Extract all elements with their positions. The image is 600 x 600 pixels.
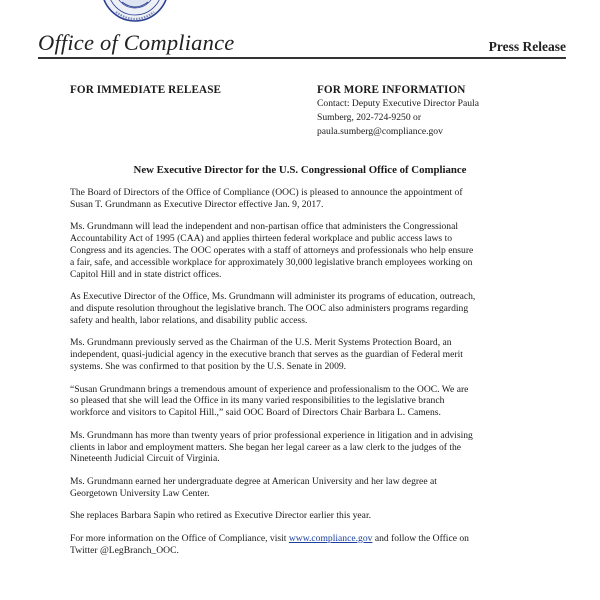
paragraph-line: Accountability Act of 1995 (CAA) and applies thirteen federal workplace and public access laws to	[70, 233, 453, 245]
paragraph	[70, 221, 530, 280]
paragraph	[70, 337, 530, 372]
more-information-heading: FOR MORE INFORMATION	[317, 84, 466, 96]
paragraph	[70, 291, 530, 326]
paragraph-line: Susan T. Grundmann as Executive Director effective Jan. 9, 2017.	[70, 198, 324, 210]
paragraph	[70, 476, 530, 500]
headline: New Executive Director for the U.S. Congressional Office of Compliance	[133, 164, 467, 176]
doc-type-label: Press Release	[488, 39, 566, 54]
paragraph-line: systems. She was confirmed to that position by the U.S. Senate in 2009.	[70, 360, 347, 372]
paragraph-line: and dispute resolution throughout the legislative branch. The OOC also administers programs regarding	[70, 302, 469, 314]
paragraph-line: Ms. Grundmann has more than twenty years of prior professional experience in litigation and in advising	[70, 429, 473, 441]
office-title: Office of Compliance	[38, 30, 235, 55]
paragraph-line: workforce and visitors to Capitol Hill.,” said OOC Board of Directors Chair Barbara L. Camens.	[70, 407, 441, 419]
paragraph-line: Capitol Hill and in state district offices.	[70, 268, 222, 280]
paragraph-line	[70, 533, 530, 545]
paragraph-line: She replaces Barbara Sapin who retired as Executive Director earlier this year.	[70, 510, 372, 522]
press-release-body	[70, 187, 530, 567]
seal-icon	[100, 0, 170, 24]
paragraph-line: so pleased that she will lead the Office in its many varied responsibilities to the legislative branch	[70, 395, 445, 407]
paragraph-line: Georgetown University Law Center.	[70, 487, 210, 499]
contact-line: Contact: Deputy Executive Director Paula	[317, 98, 479, 109]
paragraph	[70, 187, 530, 211]
quote-paragraph	[70, 384, 530, 419]
paragraph-line: As Executive Director of the Office, Ms. Grundmann will administer its programs of education, outreach,	[70, 291, 476, 303]
paragraph-line: Congress and its agencies. The OOC operates with a staff of attorneys and professionals who help ensure	[70, 244, 474, 256]
immediate-release-label: FOR IMMEDIATE RELEASE	[70, 84, 222, 96]
letterhead	[38, 30, 566, 60]
paragraph-line: Ms. Grundmann previously served as the Chairman of the U.S. Merit Systems Protection Board, an	[70, 337, 452, 349]
paragraph-line: Ms. Grundmann earned her undergraduate degree at American University and her law degree at	[70, 475, 437, 487]
contact-email: paula.sumberg@compliance.gov	[317, 126, 443, 137]
compliance-website-link[interactable]: www.compliance.gov	[288, 532, 373, 544]
paragraph	[70, 510, 530, 522]
paragraph-line: Ms. Grundmann will lead the independent and non-partisan office that administers the Congressional	[70, 221, 459, 233]
paragraph-line: Nineteenth Judicial Circuit of Virginia.	[70, 453, 220, 465]
closing-text: and follow the Office on	[372, 532, 469, 544]
closing-text: For more information on the Office of Compliance, visit	[70, 532, 289, 544]
header-divider	[38, 57, 566, 59]
paragraph-line: Twitter @LegBranch_OOC.	[70, 544, 179, 556]
paragraph-line: a fair, safe, and accessible workplace for approximately 30,000 legislative branch employees working on	[70, 256, 473, 268]
paragraph-line: The Board of Directors of the Office of Compliance (OOC) is pleased to announce the appointment of	[70, 187, 463, 198]
contact-line: Sumberg, 202-724-9250 or	[317, 112, 422, 123]
paragraph-line: independent, quasi-judicial agency in the executive branch that serves as the guardian of Federal merit	[70, 349, 463, 361]
closing-paragraph	[70, 533, 530, 557]
paragraph-line: clients in labor and employment matters. She began her legal career as a law clerk to the judges of the	[70, 441, 462, 453]
paragraph-line: “Susan Grundmann brings a tremendous amount of experience and professionalism to the OOC. We are	[70, 383, 469, 395]
paragraph	[70, 430, 530, 465]
more-information-block	[317, 84, 557, 139]
paragraph-line: safety and health, labor relations, and disability public access.	[70, 314, 308, 326]
